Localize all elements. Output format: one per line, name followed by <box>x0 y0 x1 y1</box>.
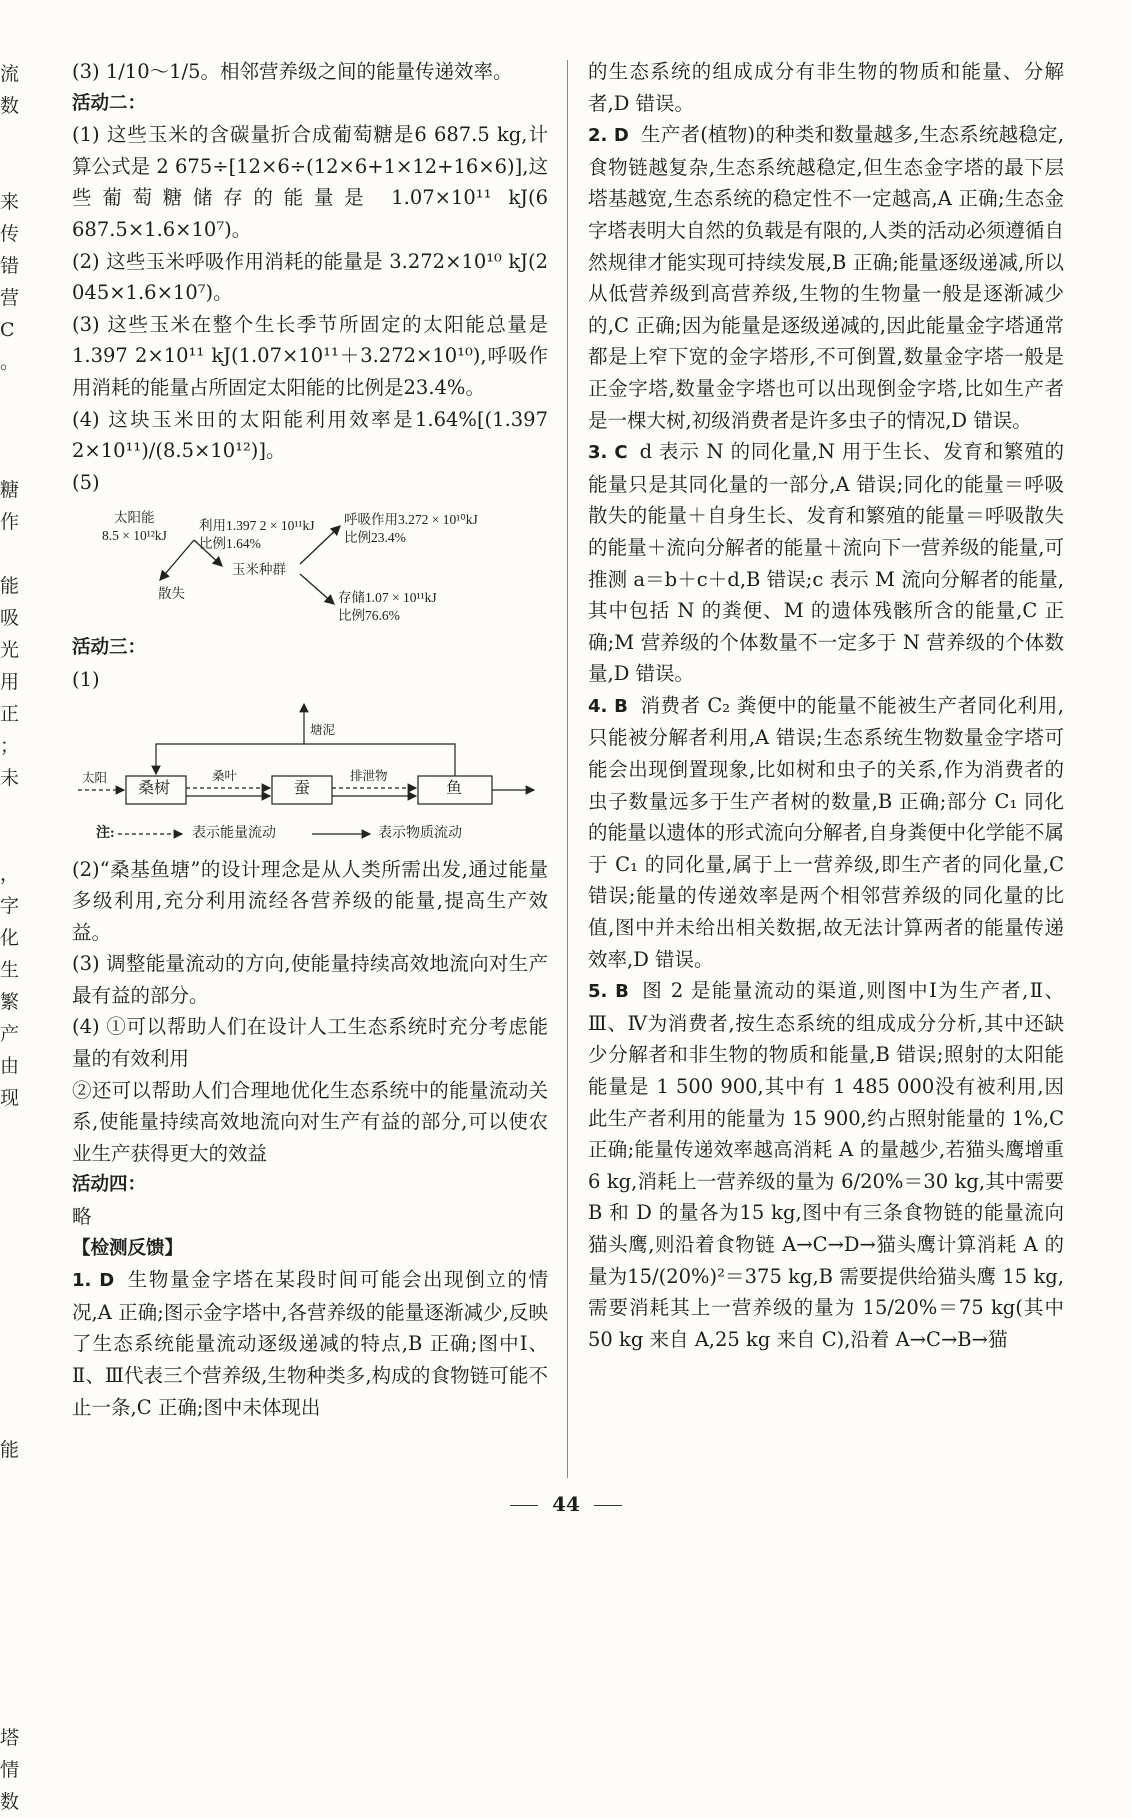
answer-text: 图 2 是能量流动的渠道,则图中Ⅰ为生产者,Ⅱ、Ⅲ、Ⅳ为消费者,按生态系统的组成成分分析,其中还缺少分解者和非生物的物质和能量,B 错误;照射的太阳能能量是 1 500 900,其中有 1 485 000没有被利用,因此生产者利用的能量为 15 900,约占照射能量的 1%,C 正确;能量传递效率越高消耗 A 的量越少,若猫头鹰增重 6 kg,消耗上一营养级的量为 6/20%＝30 kg,其中需要 B 和 D 的量各为15 kg,图中有三条食物链的能量流向猫头鹰,则沿着食物链 A→C→D→猫头鹰计算消耗 A 的量为15/(20%)²＝375 kg,B 需要提供给猫头鹰 15 kg,需要消耗其上一营养级的量为 15/20%＝75 kg(其中 50 kg 来自 A,25 kg 来自 C),沿着 A→C→B→猫 <box>588 979 1064 1351</box>
edge-fragment <box>0 1114 22 1146</box>
edge-fragment: 作 <box>0 511 20 533</box>
silkworm-label: 蚕 <box>294 779 311 797</box>
edge-fragment: 生 <box>0 959 20 981</box>
storage-label: 存储1.07 × 10¹¹kJ <box>338 590 437 606</box>
answer-number: 5. B <box>588 981 629 1003</box>
edge-fragment: 来 <box>0 191 20 213</box>
edge-fragment <box>0 1658 22 1690</box>
edge-fragment: 错 <box>0 255 20 277</box>
mud-label: 塘泥 <box>310 722 336 737</box>
lost-label: 散失 <box>158 586 185 602</box>
answer-text: d 表示 N 的同化量,N 用于生长、发育和繁殖的能量只是其同化量的一部分,A 错误;同化的能量＝呼吸散失的能量＋自身生长、发育和繁殖的能量＝呼吸散失的能量＋流向分解者的能量＋流向下一营养级的能量,可推测 a＝b＋c＋d,B 错误;c 表示 M 流向分解者的能量,其中包括 N 的粪便、M 的遗体残骸所含的能量,C 正确;M 营养级的个体数量不一定多于 N 营养级的个体数量,D 错误。 <box>588 440 1064 686</box>
edge-fragment <box>0 794 22 826</box>
edge-fragment <box>0 410 22 442</box>
column-divider <box>567 60 568 1478</box>
edge-fragment: 光 <box>0 639 20 661</box>
edge-fragment <box>0 378 22 410</box>
use-label: 利用1.397 2 × 10¹¹kJ <box>199 518 315 534</box>
footer-dash-right <box>594 1505 622 1506</box>
sun-label: 太阳 <box>82 770 108 785</box>
legend-matter-text: 表示物质流动 <box>378 825 462 841</box>
edge-fragment <box>0 1178 22 1210</box>
edge-fragment: 化 <box>0 927 20 949</box>
edge-fragment: 产 <box>0 1023 20 1045</box>
paragraph: (3) 调整能量流动的方向,使能量持续高效地流向对生产最有益的部分。 <box>72 952 548 1007</box>
edge-fragment <box>0 1370 22 1402</box>
excrement-label: 排泄物 <box>350 768 388 783</box>
answer-number: 3. C <box>588 442 628 464</box>
respiration-ratio: 比例23.4% <box>344 530 406 546</box>
answer-text: 生产者(植物)的种类和数量越多,生态系统越稳定,食物链越复杂,生态系统越稳定,但生态金字塔的最下层塔基越宽,生态系统的稳定性不一定越高,A 正确;生态金字塔表明大自然的负载是有限的,人类的活动必须遵循自然规律才能实现可持续发展,B 正确;能量逐级递减,所以从低营养级到高营养级,生物的生物量一般是逐渐减少的,C 正确;因为能量是逐级递减的,因此能量金字塔通常都是上窄下宽的金字塔形,不可倒置,数量金字塔一般是正金字塔,数量金字塔也可以出现倒金字塔,比如生产者是一棵大树,初级消费者是许多虫子的情况,D 错误。 <box>588 123 1064 432</box>
edge-fragment: 。 <box>0 351 20 373</box>
mulberry-label: 桑树 <box>138 779 171 797</box>
paragraph: (2)“桑基鱼塘”的设计理念是从人类所需出发,通过能量多级利用,充分利用流经各营养级的能量,提高生产效益。 <box>72 857 548 944</box>
edge-fragment: 数 <box>0 1791 20 1813</box>
edge-fragment <box>0 1146 22 1178</box>
edge-fragment: 字 <box>0 895 20 917</box>
edge-fragment: 流 <box>0 63 20 85</box>
section-heading: 活动四： <box>72 1174 147 1196</box>
edge-fragment: C <box>0 319 15 341</box>
answer-item-3 <box>588 436 1064 690</box>
section-heading: 【检测反馈】 <box>72 1237 184 1259</box>
answer-item-1 <box>72 1264 548 1423</box>
paragraph: (5) <box>72 470 100 494</box>
section-heading: 活动二： <box>72 92 147 114</box>
answer-text: 生物量金字塔在某段时间可能会出现倒立的情况,A 正确;图示金字塔中,各营养级的能量逐渐减少,反映了生态系统能量流动逐级递减的特点,B 正确;图中Ⅰ、Ⅱ、Ⅲ代表三个营养级,生物种类多,构成的食物链可能不止一条,C 正确;图中未体现出 <box>72 1268 548 1419</box>
paragraph: (4) ①可以帮助人们在设计人工生态系统时充分考虑能量的有效利用 <box>72 1015 548 1071</box>
edge-fragment: ， <box>0 863 20 885</box>
edge-fragment <box>0 1338 22 1370</box>
edge-fragment: 能 <box>0 575 20 597</box>
edge-fragment: 传 <box>0 223 20 245</box>
edge-fragment: 吸 <box>0 607 20 629</box>
page-footer <box>0 1492 1132 1516</box>
edge-fragment <box>0 826 22 858</box>
answer-item-4 <box>588 690 1064 975</box>
mulberry-fishpond-diagram <box>72 700 548 848</box>
edge-fragment: 未 <box>0 767 20 789</box>
edge-fragment: ； <box>0 735 20 757</box>
answer-number: 4. B <box>588 695 628 717</box>
edge-fragment <box>0 1690 22 1722</box>
corn-energy-flow-diagram <box>72 502 548 626</box>
edge-fragment: 营 <box>0 287 20 309</box>
edge-fragment: 正 <box>0 703 20 725</box>
edge-fragment <box>0 442 22 474</box>
paragraph: (3) 1/10～1/5。相邻营养级之间的能量传递效率。 <box>72 60 513 83</box>
edge-fragment: 由 <box>0 1055 20 1077</box>
paragraph: ②还可以帮助人们合理地优化生态系统中的能量流动关系,使能量持续高效地流向对生产有益的部分,可以使农业生产获得更大的效益 <box>72 1078 548 1165</box>
edge-fragment: 糖 <box>0 479 20 501</box>
storage-ratio: 比例76.6% <box>338 608 400 624</box>
arrow-to-lost <box>160 540 194 580</box>
left-column <box>72 56 548 1423</box>
edge-fragment <box>0 1530 22 1562</box>
edge-fragment: 繁 <box>0 991 20 1013</box>
edge-fragment <box>0 1402 22 1434</box>
answer-item-2 <box>588 119 1064 436</box>
edge-fragment: 能 <box>0 1439 20 1461</box>
corn-population-label: 玉米种群 <box>232 562 286 578</box>
edge-fragment: 数 <box>0 95 20 117</box>
paragraph: 的生态系统的组成成分有非生物的物质和能量、分解者,D 错误。 <box>588 60 1064 115</box>
edge-fragment <box>0 1274 22 1306</box>
edge-fragment <box>0 1306 22 1338</box>
legend-energy-text: 表示能量流动 <box>192 825 276 841</box>
edge-fragment <box>0 1210 22 1242</box>
left-edge-fragments <box>0 58 22 1818</box>
answer-item-5 <box>588 975 1064 1355</box>
legend-note-label: 注: <box>96 825 115 841</box>
paragraph: (3) 这些玉米在整个生长季节所固定的太阳能总量是 1.397 2×10¹¹ kJ(1.07×10¹¹＋3.272×10¹⁰),呼吸作用消耗的能量占所固定太阳能的比例是23.4%。 <box>72 312 548 399</box>
edge-fragment: 用 <box>0 671 20 693</box>
edge-fragment <box>0 122 22 154</box>
sun-value: 8.5 × 10¹²kJ <box>102 528 167 544</box>
edge-fragment <box>0 1242 22 1274</box>
footer-dash-left <box>510 1505 538 1506</box>
answer-text: 消费者 C₂ 粪便中的能量不能被生产者同化利用,只能被分解者利用,A 错误;生态系统生物数量金字塔可能会出现倒置现象,比如树和虫子的关系,作为消费者的虫子数量远多于生产者树的数量,B 正确;部分 C₁ 同化的能量以遗体的形式流向分解者,自身粪便中化学能不属于 C₁ 的同化量,属于上一营养级,即生产者的同化量,C 错误;能量的传递效率是两个相邻营养级的同化量的比值,图中并未给出相关数据,故无法计算两者的能量传递效率,D 错误。 <box>588 693 1064 971</box>
edge-fragment: 情 <box>0 1759 20 1781</box>
arrow-to-storage <box>300 574 334 604</box>
edge-fragment: 塔 <box>0 1727 20 1749</box>
paragraph: (4) 这块玉米田的太阳能利用效率是1.64%[(1.397 2×10¹¹)/(8.5×10¹²)]。 <box>72 407 548 463</box>
right-column <box>588 56 1064 1355</box>
answer-number: 1. D <box>72 1270 115 1292</box>
mud-loop-arrow <box>156 744 455 776</box>
respiration-label: 呼吸作用3.272 × 10¹⁰kJ <box>344 512 478 528</box>
edge-fragment <box>0 1626 22 1658</box>
answer-number: 2. D <box>588 125 629 147</box>
edge-fragment: 现 <box>0 1087 20 1109</box>
paragraph: 略 <box>72 1205 92 1229</box>
paragraph: (1) <box>72 667 100 691</box>
edge-fragment <box>0 1594 22 1626</box>
fish-label: 鱼 <box>446 779 463 797</box>
page-number: 44 <box>552 1492 580 1516</box>
edge-fragment <box>0 538 22 570</box>
use-ratio: 比例1.64% <box>199 536 261 552</box>
paragraph: (1) 这些玉米的含碳量折合成葡萄糖是6 687.5 kg,计算公式是 2 675÷[12×6÷(12×6+1×12+16×6)],这些葡萄糖储存的能量是 1.07×10¹¹ kJ(6 687.5×1.6×10⁷)。 <box>72 123 548 241</box>
sun-label: 太阳能 <box>114 510 155 526</box>
section-heading: 活动三： <box>72 637 147 659</box>
edge-fragment <box>0 154 22 186</box>
edge-fragment <box>0 1562 22 1594</box>
paragraph: (2) 这些玉米呼吸作用消耗的能量是 3.272×10¹⁰ kJ(2 045×1.6×10⁷)。 <box>72 249 548 305</box>
leaf-label: 桑叶 <box>212 768 238 783</box>
